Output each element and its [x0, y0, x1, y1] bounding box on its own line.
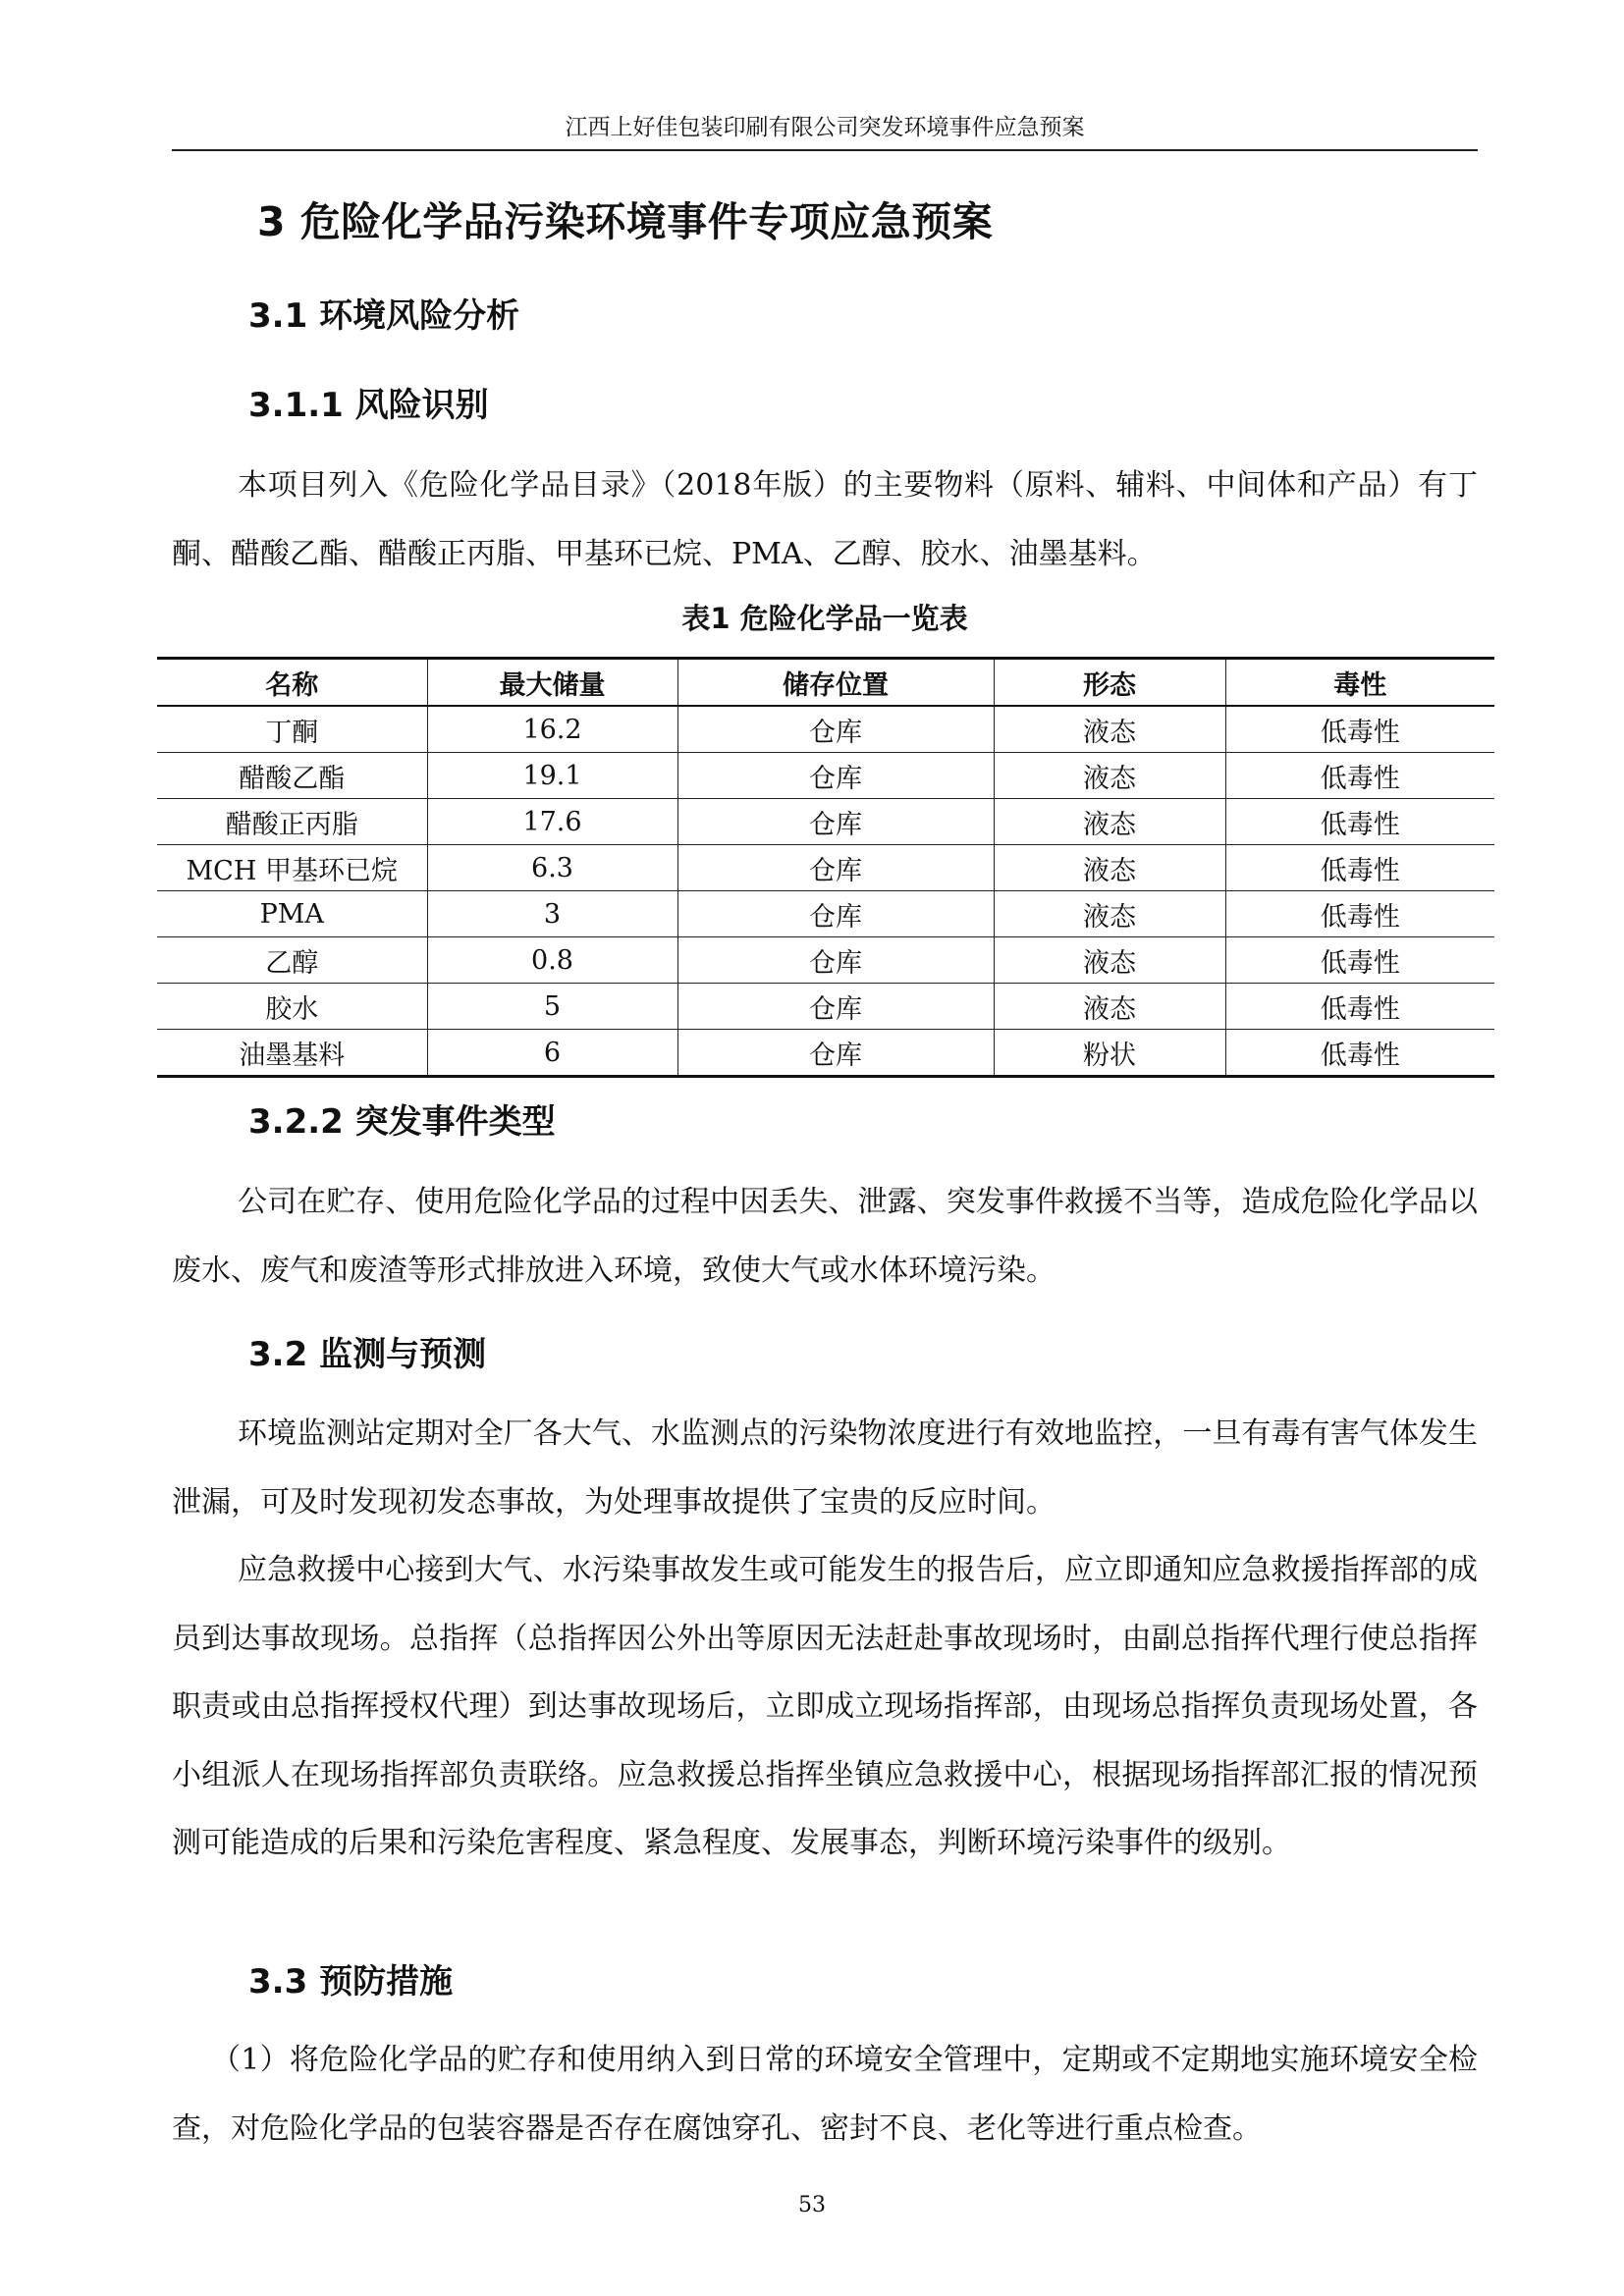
table-row — [157, 891, 1494, 937]
table-cell: 低毒性 — [1225, 1030, 1494, 1077]
table-cell: 液态 — [994, 706, 1225, 753]
table-cell: 液态 — [994, 891, 1225, 937]
table-row — [157, 937, 1494, 984]
table-cell: 6.3 — [427, 845, 677, 891]
column-header-location: 储存位置 — [677, 659, 994, 707]
table-caption: 表1 危险化学品一览表 — [681, 602, 968, 635]
table-row — [157, 799, 1494, 845]
table-cell: 液态 — [994, 984, 1225, 1030]
table-cell: 低毒性 — [1225, 891, 1494, 937]
table-cell: 17.6 — [427, 799, 677, 845]
table-cell: 丁酮 — [157, 706, 427, 753]
table-row — [157, 984, 1494, 1030]
table-cell: 乙醇 — [157, 937, 427, 984]
section-heading-3-1-1: 3.1.1 风险识别 — [248, 386, 489, 425]
table-cell: 液态 — [994, 799, 1225, 845]
table-cell: 5 — [427, 984, 677, 1030]
table-cell: 仓库 — [677, 799, 994, 845]
header-rule — [172, 149, 1478, 151]
table-cell: 胶水 — [157, 984, 427, 1030]
table-cell: 液态 — [994, 937, 1225, 984]
table-cell: 低毒性 — [1225, 937, 1494, 984]
table-cell: 16.2 — [427, 706, 677, 753]
paragraph-emergency-response: 应急救援中心接到大气、水污染事故发生或可能发生的报告后，应立即通知应急救援指挥部的成员到达事故现场。总指挥（总指挥因公外出等原因无法赶赴事故现场时，由副总指挥代理行使总指挥职责或由总指挥授权代理）到达事故现场后，立即成立现场指挥部，由现场总指挥负责现场处置，各小组派人在现场指挥部负责联络。应急救援总指挥坐镇应急救援中心，根据现场指挥部汇报的情况预测可能造成的后果和污染危害程度、紧急程度、发展事态，判断环境污染事件的级别。 — [172, 1553, 1478, 1860]
paragraph-monitoring: 环境监测站定期对全厂各大气、水监测点的污染物浓度进行有效地监控，一旦有毒有害气体发生泄漏，可及时发现初发态事故，为处理事故提供了宝贵的反应时间。 — [172, 1416, 1478, 1520]
table-cell: 0.8 — [427, 937, 677, 984]
table-cell: MCH 甲基环已烷 — [157, 845, 427, 891]
table-cell: 低毒性 — [1225, 845, 1494, 891]
running-header: 江西上好佳包装印刷有限公司突发环境事件应急预案 — [565, 115, 1085, 140]
table-cell: 低毒性 — [1225, 706, 1494, 753]
paragraph-event-types: 公司在贮存、使用危险化学品的过程中因丢失、泄露、突发事件救援不当等，造成危险化学品以废水、废气和废渣等形式排放进入环境，致使大气或水体环境污染。 — [172, 1185, 1478, 1288]
column-header-name: 名称 — [157, 659, 427, 707]
table-cell: 低毒性 — [1225, 753, 1494, 799]
table-cell: 6 — [427, 1030, 677, 1077]
table-header-row — [157, 659, 1494, 707]
table-cell: 粉状 — [994, 1030, 1225, 1077]
table-cell: 仓库 — [677, 1030, 994, 1077]
table-cell: 低毒性 — [1225, 984, 1494, 1030]
table-row — [157, 753, 1494, 799]
page-number: 53 — [798, 2193, 826, 2217]
column-header-max-storage: 最大储量 — [427, 659, 677, 707]
table-cell: 液态 — [994, 845, 1225, 891]
table-cell: 仓库 — [677, 937, 994, 984]
table-cell: 油墨基料 — [157, 1030, 427, 1077]
section-heading-3-2-2: 3.2.2 突发事件类型 — [248, 1102, 556, 1142]
table-cell: 醋酸乙酯 — [157, 753, 427, 799]
table-cell: 仓库 — [677, 891, 994, 937]
table-row — [157, 1030, 1494, 1077]
section-heading-3-1: 3.1 环境风险分析 — [248, 296, 520, 336]
section-heading-3-2: 3.2 监测与预测 — [248, 1335, 487, 1374]
table-cell: 仓库 — [677, 753, 994, 799]
table-cell: PMA — [157, 891, 427, 937]
paragraph-risk-identification: 本项目列入《危险化学品目录》（2018年版）的主要物料（原料、辅料、中间体和产品）有丁酮、醋酸乙酯、醋酸正丙脂、甲基环已烷、PMA、乙醇、胶水、油墨基料。 — [172, 468, 1478, 571]
table-cell: 醋酸正丙脂 — [157, 799, 427, 845]
chapter-title: 3 危险化学品污染环境事件专项应急预案 — [257, 198, 994, 245]
paragraph-prevention-1: （1）将危险化学品的贮存和使用纳入到日常的环境安全管理中，定期或不定期地实施环境安全检查，对危险化学品的包装容器是否存在腐蚀穿孔、密封不良、老化等进行重点检查。 — [172, 2043, 1478, 2146]
table-row — [157, 706, 1494, 753]
table-cell: 低毒性 — [1225, 799, 1494, 845]
section-heading-3-3: 3.3 预防措施 — [248, 1962, 454, 2002]
table-cell: 仓库 — [677, 845, 994, 891]
chemicals-table — [157, 657, 1494, 1078]
table-cell: 液态 — [994, 753, 1225, 799]
table-cell: 仓库 — [677, 984, 994, 1030]
table-cell: 19.1 — [427, 753, 677, 799]
column-header-toxicity: 毒性 — [1225, 659, 1494, 707]
table-cell: 3 — [427, 891, 677, 937]
column-header-state: 形态 — [994, 659, 1225, 707]
table-cell: 仓库 — [677, 706, 994, 753]
table-row — [157, 845, 1494, 891]
